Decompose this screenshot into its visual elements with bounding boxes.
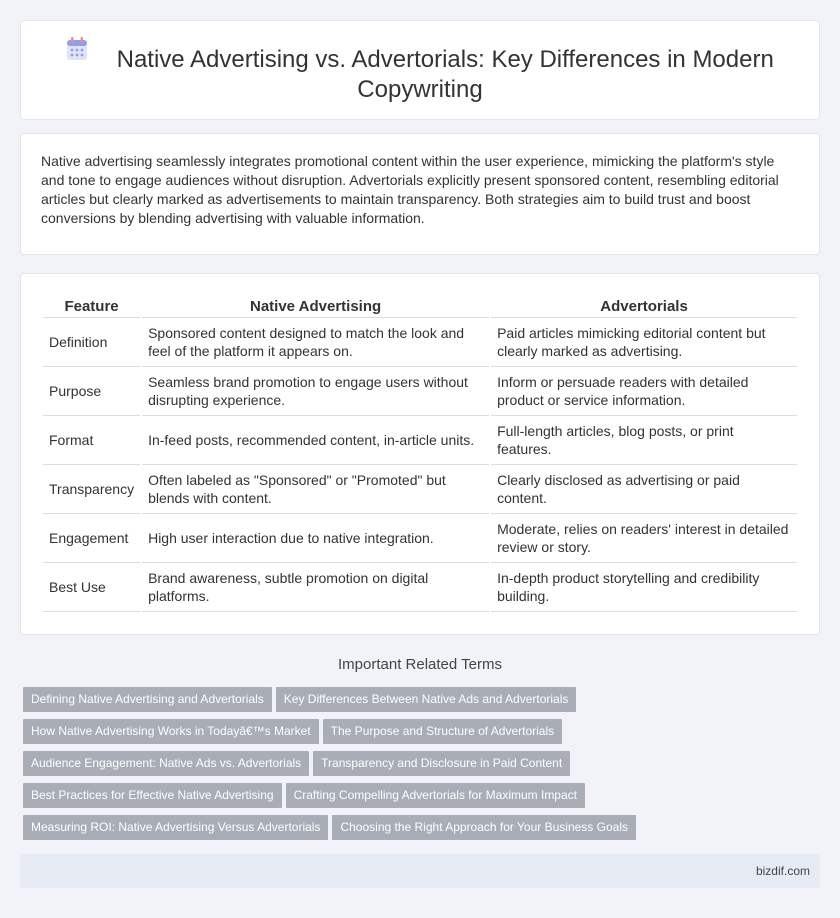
feature-cell: Definition xyxy=(43,318,140,367)
related-term-link[interactable]: How Native Advertising Works in Todayâ€™s Market xyxy=(23,719,319,744)
related-term-link[interactable]: Defining Native Advertising and Advertorials xyxy=(23,687,272,712)
page-title: Native Advertising vs. Advertorials: Key Differences in Modern Copywriting xyxy=(116,46,774,103)
feature-cell: Transparency xyxy=(43,465,140,514)
feature-cell: Format xyxy=(43,416,140,465)
native-advertising-cell: Seamless brand promotion to engage users without disrupting experience. xyxy=(142,367,489,416)
related-term-link[interactable]: Crafting Compelling Advertorials for Maximum Impact xyxy=(286,783,585,808)
table-row xyxy=(43,514,797,563)
footer-site-name[interactable]: bizdif.com xyxy=(755,864,810,878)
tag-row xyxy=(23,687,743,719)
native-advertising-cell: Brand awareness, subtle promotion on digital platforms. xyxy=(142,563,489,612)
comparison-table xyxy=(41,296,799,612)
related-term-link[interactable]: Choosing the Right Approach for Your Business Goals xyxy=(332,815,636,840)
related-terms-list xyxy=(23,687,743,847)
related-terms-heading: Important Related Terms xyxy=(338,656,502,673)
intro-card xyxy=(20,133,820,255)
advertorials-cell: Paid articles mimicking editorial content but clearly marked as advertising. xyxy=(491,318,797,367)
tag-row xyxy=(23,783,743,815)
column-header-feature: Feature xyxy=(43,296,140,318)
comparison-table-card xyxy=(20,273,820,635)
native-advertising-cell: In-feed posts, recommended content, in-article units. xyxy=(142,416,489,465)
column-header-advertorials: Advertorials xyxy=(491,296,797,318)
advertorials-cell: Moderate, relies on readers' interest in detailed review or story. xyxy=(491,514,797,563)
related-term-link[interactable]: Best Practices for Effective Native Advertising xyxy=(23,783,282,808)
advertorials-cell: In-depth product storytelling and credibility building. xyxy=(491,563,797,612)
column-header-native-advertising: Native Advertising xyxy=(142,296,489,318)
related-term-link[interactable]: Transparency and Disclosure in Paid Content xyxy=(313,751,570,776)
table-row xyxy=(43,465,797,514)
table-row xyxy=(43,318,797,367)
native-advertising-cell: Often labeled as "Sponsored" or "Promoted" but blends with content. xyxy=(142,465,489,514)
intro-paragraph: Native advertising seamlessly integrates promotional content within the user experience, mimicking the platform's style and tone to engage audiences without disruption. Advertorials explicitly present sponsored content, resembling editorial articles but clearly marked as advertisements to maintain transparency. Both strategies aim to build trust and boost conversions by blending advertising with valuable information. xyxy=(41,153,779,226)
footer-bar xyxy=(20,854,820,888)
related-term-link[interactable]: Measuring ROI: Native Advertising Versus Advertorials xyxy=(23,815,328,840)
feature-cell: Purpose xyxy=(43,367,140,416)
table-row xyxy=(43,416,797,465)
table-row xyxy=(43,367,797,416)
tag-row xyxy=(23,719,743,751)
tag-row xyxy=(23,815,743,847)
table-header-row xyxy=(43,296,797,318)
calendar-grid-icon xyxy=(66,37,88,61)
related-term-link[interactable]: Key Differences Between Native Ads and Advertorials xyxy=(276,687,577,712)
related-term-link[interactable]: The Purpose and Structure of Advertorials xyxy=(323,719,562,744)
table-row xyxy=(43,563,797,612)
title-wrap xyxy=(21,45,819,104)
feature-cell: Engagement xyxy=(43,514,140,563)
native-advertising-cell: High user interaction due to native integration. xyxy=(142,514,489,563)
advertorials-cell: Inform or persuade readers with detailed product or service information. xyxy=(491,367,797,416)
header-card xyxy=(20,20,820,120)
tag-row xyxy=(23,751,743,783)
native-advertising-cell: Sponsored content designed to match the look and feel of the platform it appears on. xyxy=(142,318,489,367)
advertorials-cell: Full-length articles, blog posts, or print features. xyxy=(491,416,797,465)
related-term-link[interactable]: Audience Engagement: Native Ads vs. Advertorials xyxy=(23,751,309,776)
advertorials-cell: Clearly disclosed as advertising or paid content. xyxy=(491,465,797,514)
feature-cell: Best Use xyxy=(43,563,140,612)
